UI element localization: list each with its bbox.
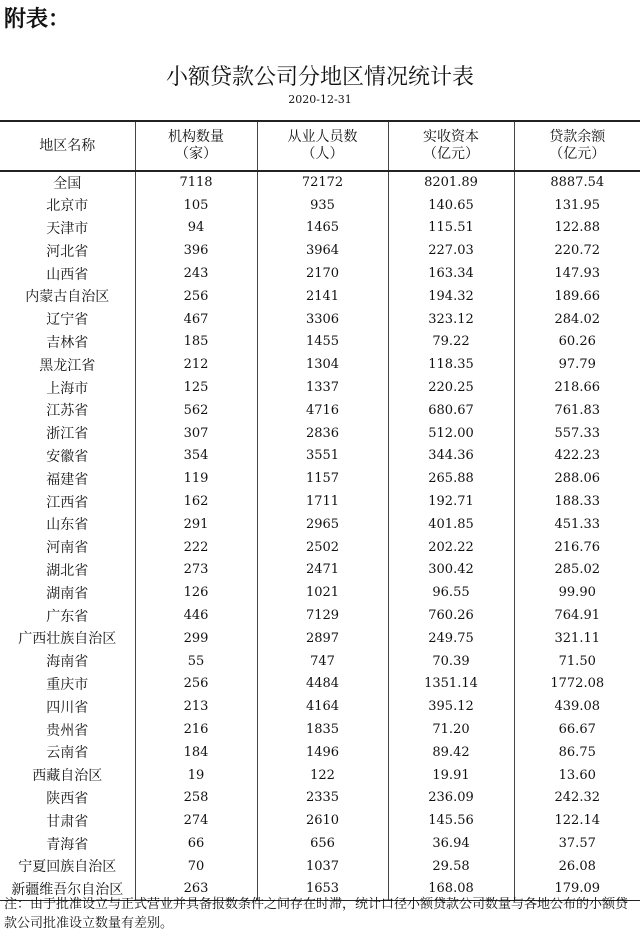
header-unit: （人） [301,146,344,162]
region-cell: 全国 [53,175,82,192]
employees-cell: 122 [257,764,388,787]
employees-cell: 2502 [257,536,388,559]
capital-cell: 115.51 [388,217,514,240]
header-region [0,121,135,171]
region-cell: 重庆市 [46,676,89,693]
region-cell: 广西壮族自治区 [18,631,117,648]
region-cell: 广东省 [46,608,89,625]
region-cell: 辽宁省 [46,312,89,329]
capital-cell: 1351.14 [388,673,514,696]
capital-cell: 401.85 [388,513,514,536]
loan-balance-cell: 422.23 [514,445,640,468]
capital-cell: 249.75 [388,627,514,650]
region-cell: 浙江省 [46,426,89,443]
table-row [0,536,640,559]
institutions-cell: 162 [135,490,257,513]
institutions-cell: 291 [135,513,257,536]
header-label: 从业人员数 [287,129,358,145]
employees-cell: 3306 [257,308,388,331]
table-row [0,695,640,718]
table-row [0,376,640,399]
employees-cell: 1157 [257,467,388,490]
capital-cell: 236.09 [388,787,514,810]
header-loan-balance [514,121,640,171]
loan-balance-cell: 122.88 [514,217,640,240]
region-cell: 贵州省 [46,722,89,739]
institutions-cell: 258 [135,787,257,810]
institutions-cell: 125 [135,376,257,399]
table-row [0,559,640,582]
loan-balance-cell: 218.66 [514,376,640,399]
loan-balance-cell: 220.72 [514,239,640,262]
loan-balance-cell: 288.06 [514,467,640,490]
capital-cell: 89.42 [388,741,514,764]
header-paid-in-capital [388,121,514,171]
employees-cell: 2897 [257,627,388,650]
region-cell: 黑龙江省 [39,357,96,374]
region-cell: 河南省 [46,540,89,557]
institutions-cell: 66 [135,832,257,855]
institutions-cell: 55 [135,650,257,673]
institutions-cell: 70 [135,855,257,878]
loan-balance-cell: 8887.54 [514,171,640,194]
header-institutions [135,121,257,171]
loan-balance-cell: 131.95 [514,194,640,217]
institutions-cell: 94 [135,217,257,240]
attachment-label: 附表： [4,6,71,32]
capital-cell: 192.71 [388,490,514,513]
region-cell: 福建省 [46,471,89,488]
loan-balance-cell: 285.02 [514,559,640,582]
header-unit: （家） [175,146,217,162]
header-unit: （亿元） [423,146,479,162]
loan-balance-cell: 761.83 [514,399,640,422]
institutions-cell: 7118 [135,171,257,194]
table-row [0,650,640,673]
region-cell: 云南省 [46,745,89,762]
employees-cell: 3551 [257,445,388,468]
header-label: 贷款余额 [549,129,606,145]
table-row [0,353,640,376]
institutions-cell: 212 [135,353,257,376]
institutions-cell: 274 [135,809,257,832]
institutions-cell: 105 [135,194,257,217]
employees-cell: 2141 [257,285,388,308]
employees-cell: 3964 [257,239,388,262]
statistics-table [0,120,640,901]
capital-cell: 168.08 [388,878,514,901]
table-date: 2020-12-31 [288,93,352,106]
employees-cell: 2471 [257,559,388,582]
table-row [0,331,640,354]
employees-cell: 4716 [257,399,388,422]
table-row [0,422,640,445]
capital-cell: 145.56 [388,809,514,832]
header-label: 地区名称 [39,137,96,154]
loan-balance-cell: 179.09 [514,878,640,901]
table-row [0,513,640,536]
loan-balance-cell: 86.75 [514,741,640,764]
loan-balance-cell: 188.33 [514,490,640,513]
capital-cell: 760.26 [388,604,514,627]
header-label: 实收资本 [423,129,479,145]
table-row [0,673,640,696]
table-body [0,171,640,901]
region-cell: 青海省 [46,836,89,853]
region-cell: 安徽省 [46,448,89,465]
employees-cell: 1304 [257,353,388,376]
employees-cell: 1653 [257,878,388,901]
loan-balance-cell: 1772.08 [514,673,640,696]
region-cell: 江西省 [46,494,89,511]
region-cell: 吉林省 [46,334,89,351]
region-cell: 新疆维吾尔自治区 [0,878,135,901]
table-row [0,194,640,217]
region-cell: 内蒙古自治区 [25,289,110,306]
employees-cell: 2335 [257,787,388,810]
table-row [0,764,640,787]
institutions-cell: 184 [135,741,257,764]
capital-cell: 70.39 [388,650,514,673]
loan-balance-cell: 37.57 [514,832,640,855]
employees-cell: 1455 [257,331,388,354]
employees-cell: 2965 [257,513,388,536]
region-cell: 北京市 [46,198,89,215]
capital-cell: 29.58 [388,855,514,878]
employees-cell: 1037 [257,855,388,878]
employees-cell: 2170 [257,262,388,285]
loan-balance-cell: 147.93 [514,262,640,285]
table-row [0,581,640,604]
table-row [0,217,640,240]
header-employees [257,121,388,171]
region-cell: 山西省 [46,266,89,283]
capital-cell: 19.91 [388,764,514,787]
loan-balance-cell: 284.02 [514,308,640,331]
institutions-cell: 562 [135,399,257,422]
employees-cell: 935 [257,194,388,217]
loan-balance-cell: 321.11 [514,627,640,650]
institutions-cell: 273 [135,559,257,582]
employees-cell: 1835 [257,718,388,741]
employees-cell: 1021 [257,581,388,604]
footnote: 注：由于批准设立与正式营业并具备报数条件之间存在时滞，统计口径小额贷款公司数量与各地公布的小额贷款公司批准设立数量有差别。 [4,897,629,931]
institutions-cell: 19 [135,764,257,787]
table-row [0,741,640,764]
capital-cell: 202.22 [388,536,514,559]
institutions-cell: 467 [135,308,257,331]
employees-cell: 2610 [257,809,388,832]
region-cell: 湖北省 [46,562,89,579]
table-row [0,604,640,627]
institutions-cell: 216 [135,718,257,741]
region-cell: 河北省 [46,243,89,260]
capital-cell: 163.34 [388,262,514,285]
capital-cell: 96.55 [388,581,514,604]
capital-cell: 194.32 [388,285,514,308]
employees-cell: 1711 [257,490,388,513]
loan-balance-cell: 13.60 [514,764,640,787]
loan-balance-cell: 189.66 [514,285,640,308]
employees-cell: 656 [257,832,388,855]
table-row [0,308,640,331]
loan-balance-cell: 60.26 [514,331,640,354]
region-cell: 四川省 [46,699,89,716]
region-cell: 上海市 [46,380,89,397]
table-row [0,809,640,832]
region-cell: 天津市 [46,220,89,237]
institutions-cell: 243 [135,262,257,285]
institutions-cell: 222 [135,536,257,559]
capital-cell: 36.94 [388,832,514,855]
table-row [0,262,640,285]
capital-cell: 395.12 [388,695,514,718]
institutions-cell: 299 [135,627,257,650]
loan-balance-cell: 242.32 [514,787,640,810]
capital-cell: 71.20 [388,718,514,741]
region-cell: 西藏自治区 [32,768,103,785]
employees-cell: 747 [257,650,388,673]
employees-cell: 4164 [257,695,388,718]
region-cell: 宁夏回族自治区 [18,859,117,876]
region-cell: 海南省 [46,654,89,671]
loan-balance-cell: 99.90 [514,581,640,604]
loan-balance-cell: 451.33 [514,513,640,536]
table-row [0,627,640,650]
capital-cell: 323.12 [388,308,514,331]
region-cell: 陕西省 [46,790,89,807]
table-row [0,445,640,468]
loan-balance-cell: 71.50 [514,650,640,673]
table-row [0,171,640,194]
loan-balance-cell: 97.79 [514,353,640,376]
loan-balance-cell: 439.08 [514,695,640,718]
capital-cell: 118.35 [388,353,514,376]
table-row [0,832,640,855]
loan-balance-cell: 66.67 [514,718,640,741]
institutions-cell: 185 [135,331,257,354]
table-row [0,787,640,810]
table-row [0,239,640,262]
region-cell: 山东省 [46,517,89,534]
table-row [0,490,640,513]
capital-cell: 344.36 [388,445,514,468]
employees-cell: 72172 [257,171,388,194]
capital-cell: 140.65 [388,194,514,217]
region-cell: 湖南省 [46,585,89,602]
institutions-cell: 256 [135,285,257,308]
capital-cell: 265.88 [388,467,514,490]
table-row [0,467,640,490]
header-unit: （亿元） [549,146,606,162]
capital-cell: 680.67 [388,399,514,422]
header-row [0,121,640,171]
employees-cell: 1496 [257,741,388,764]
loan-balance-cell: 26.08 [514,855,640,878]
employees-cell: 4484 [257,673,388,696]
table-title: 小额贷款公司分地区情况统计表 [165,65,474,90]
loan-balance-cell: 557.33 [514,422,640,445]
employees-cell: 1465 [257,217,388,240]
table-row [0,285,640,308]
region-cell: 甘肃省 [46,813,89,830]
loan-balance-cell: 216.76 [514,536,640,559]
table-row [0,399,640,422]
institutions-cell: 446 [135,604,257,627]
employees-cell: 7129 [257,604,388,627]
capital-cell: 79.22 [388,331,514,354]
region-cell: 江苏省 [46,403,89,420]
loan-balance-cell: 122.14 [514,809,640,832]
institutions-cell: 119 [135,467,257,490]
institutions-cell: 354 [135,445,257,468]
institutions-cell: 213 [135,695,257,718]
employees-cell: 2836 [257,422,388,445]
institutions-cell: 126 [135,581,257,604]
table-header [0,121,640,171]
institutions-cell: 396 [135,239,257,262]
header-label: 机构数量 [168,129,224,145]
capital-cell: 512.00 [388,422,514,445]
capital-cell: 227.03 [388,239,514,262]
employees-cell: 1337 [257,376,388,399]
table-row [0,855,640,878]
institutions-cell: 307 [135,422,257,445]
capital-cell: 220.25 [388,376,514,399]
loan-balance-cell: 764.91 [514,604,640,627]
capital-cell: 8201.89 [388,171,514,194]
table-row [0,718,640,741]
capital-cell: 300.42 [388,559,514,582]
institutions-cell: 263 [135,878,257,901]
institutions-cell: 256 [135,673,257,696]
